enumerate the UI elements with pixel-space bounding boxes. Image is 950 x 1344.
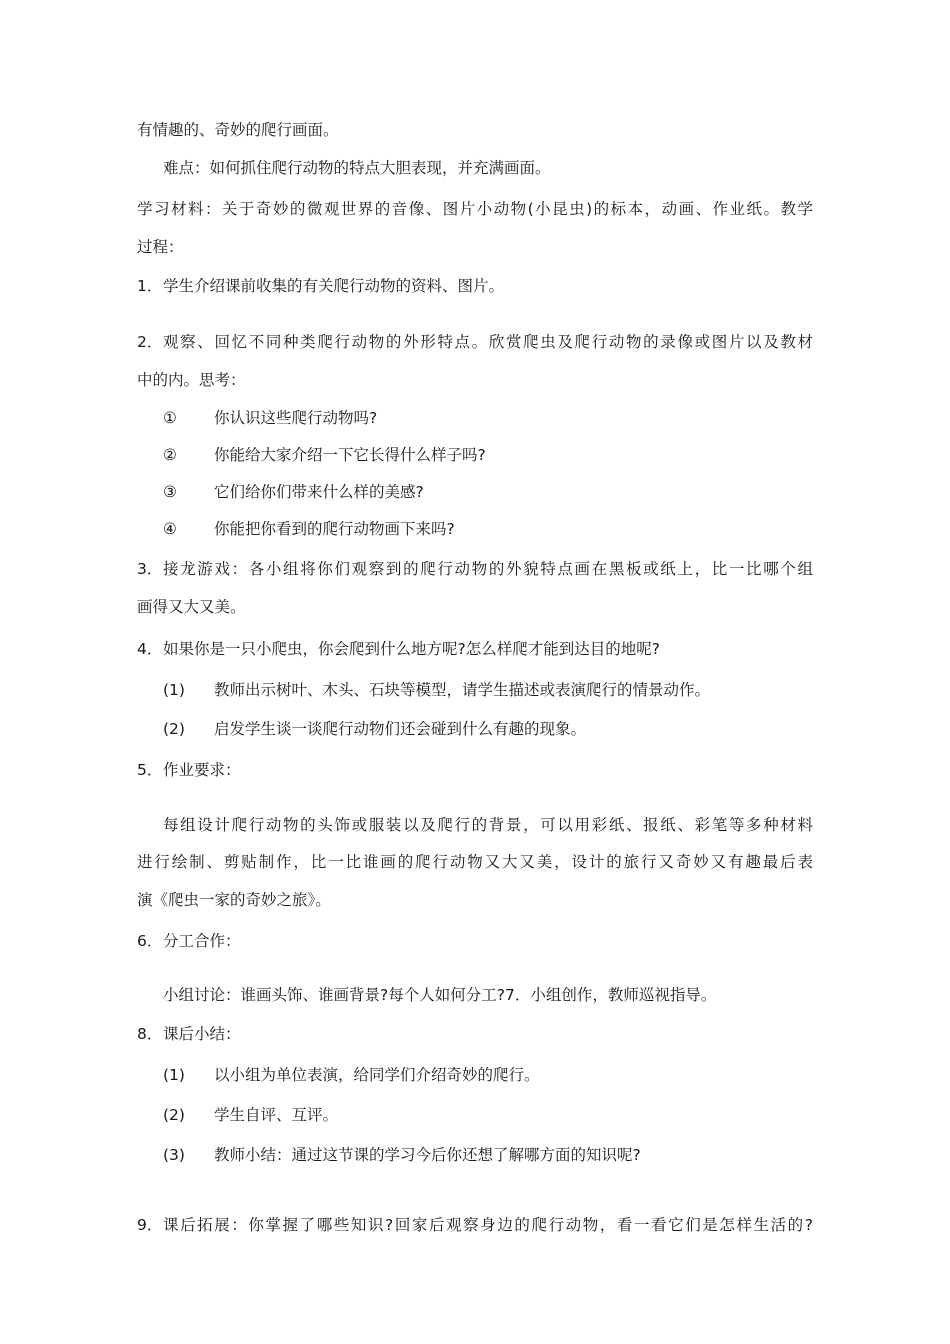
paragraph-line: 每组设计爬行动物的头饰或服装以及爬行的背景，可以用彩纸、报纸、彩笔等多种材料 — [163, 816, 813, 834]
step-number: 1． — [137, 277, 163, 295]
step-text: 接龙游戏：各小组将你们观察到的爬行动物的外貌特点画在黑板或纸上，比一比哪个组 — [163, 560, 813, 578]
list-marker: ④ — [163, 520, 177, 538]
list-item: 启发学生谈一谈爬行动物们还会碰到什么有趣的现象。 — [214, 720, 587, 738]
process-heading: 过程： — [137, 238, 184, 256]
list-marker: (3) — [163, 1146, 185, 1164]
text-line: 有情趣的、奇妙的爬行画面。 — [137, 121, 339, 139]
list-item: 它们给你们带来什么样的美感? — [214, 483, 424, 501]
step-text-cont: 画得又大又美。 — [137, 598, 246, 616]
step-text: 课后拓展：你掌握了哪些知识?回家后观察身边的爬行动物，看一看它们是怎样生活的? — [163, 1216, 813, 1234]
list-item: 教师出示树叶、木头、石块等模型，请学生描述或表演爬行的情景动作。 — [214, 681, 711, 699]
list-item: 你认识这些爬行动物吗? — [214, 409, 378, 427]
list-item: 你能给大家介绍一下它长得什么样子吗? — [214, 446, 486, 464]
step-number: 2． — [137, 333, 163, 351]
step-text: 观察、回忆不同种类爬行动物的外形特点。欣赏爬虫及爬行动物的录像或图片以及教材 — [163, 333, 813, 351]
paragraph-line: 演《爬虫一家的奇妙之旅》。 — [137, 891, 331, 909]
step-number: 4． — [137, 640, 163, 658]
list-marker: (2) — [163, 1106, 185, 1124]
list-item: 学生自评、互评。 — [214, 1106, 339, 1124]
step-text: 作业要求： — [163, 761, 241, 779]
step-text-cont: 中的内。思考： — [137, 371, 246, 389]
list-marker: (2) — [163, 720, 185, 738]
list-marker: ① — [163, 409, 177, 427]
list-item: 以小组为单位表演，给同学们介绍奇妙的爬行。 — [214, 1066, 540, 1084]
list-marker: ② — [163, 446, 177, 464]
step-text: 如果你是一只小爬虫，你会爬到什么地方呢?怎么样爬才能到达目的地呢? — [163, 640, 660, 658]
step-text: 学生介绍课前收集的有关爬行动物的资料、图片。 — [163, 277, 505, 295]
difficulty-line: 难点：如何抓住爬行动物的特点大胆表现，并充满画面。 — [163, 159, 551, 177]
paragraph-line: 进行绘制、剪贴制作，比一比谁画的爬行动物又大又美，设计的旅行又奇妙又有趣最后表 — [137, 853, 813, 871]
step-number: 6． — [137, 932, 163, 950]
step-number: 3． — [137, 560, 163, 578]
list-marker: (1) — [163, 1066, 185, 1084]
list-marker: ③ — [163, 483, 177, 501]
list-marker: (1) — [163, 681, 185, 699]
step-text: 分工合作： — [163, 932, 241, 950]
step-number: 5． — [137, 761, 163, 779]
step-number: 8． — [137, 1025, 163, 1043]
materials-line: 学习材料：关于奇妙的微观世界的音像、图片小动物(小昆虫)的标本，动画、作业纸。教学 — [137, 200, 813, 218]
paragraph-line: 小组讨论：谁画头饰、谁画背景?每个人如何分工?7．小组创作，教师巡视指导。 — [163, 986, 717, 1004]
list-item: 教师小结：通过这节课的学习今后你还想了解哪方面的知识呢? — [214, 1146, 641, 1164]
list-item: 你能把你看到的爬行动物画下来吗? — [214, 520, 455, 538]
step-text: 课后小结： — [163, 1025, 241, 1043]
step-number: 9． — [137, 1216, 163, 1234]
